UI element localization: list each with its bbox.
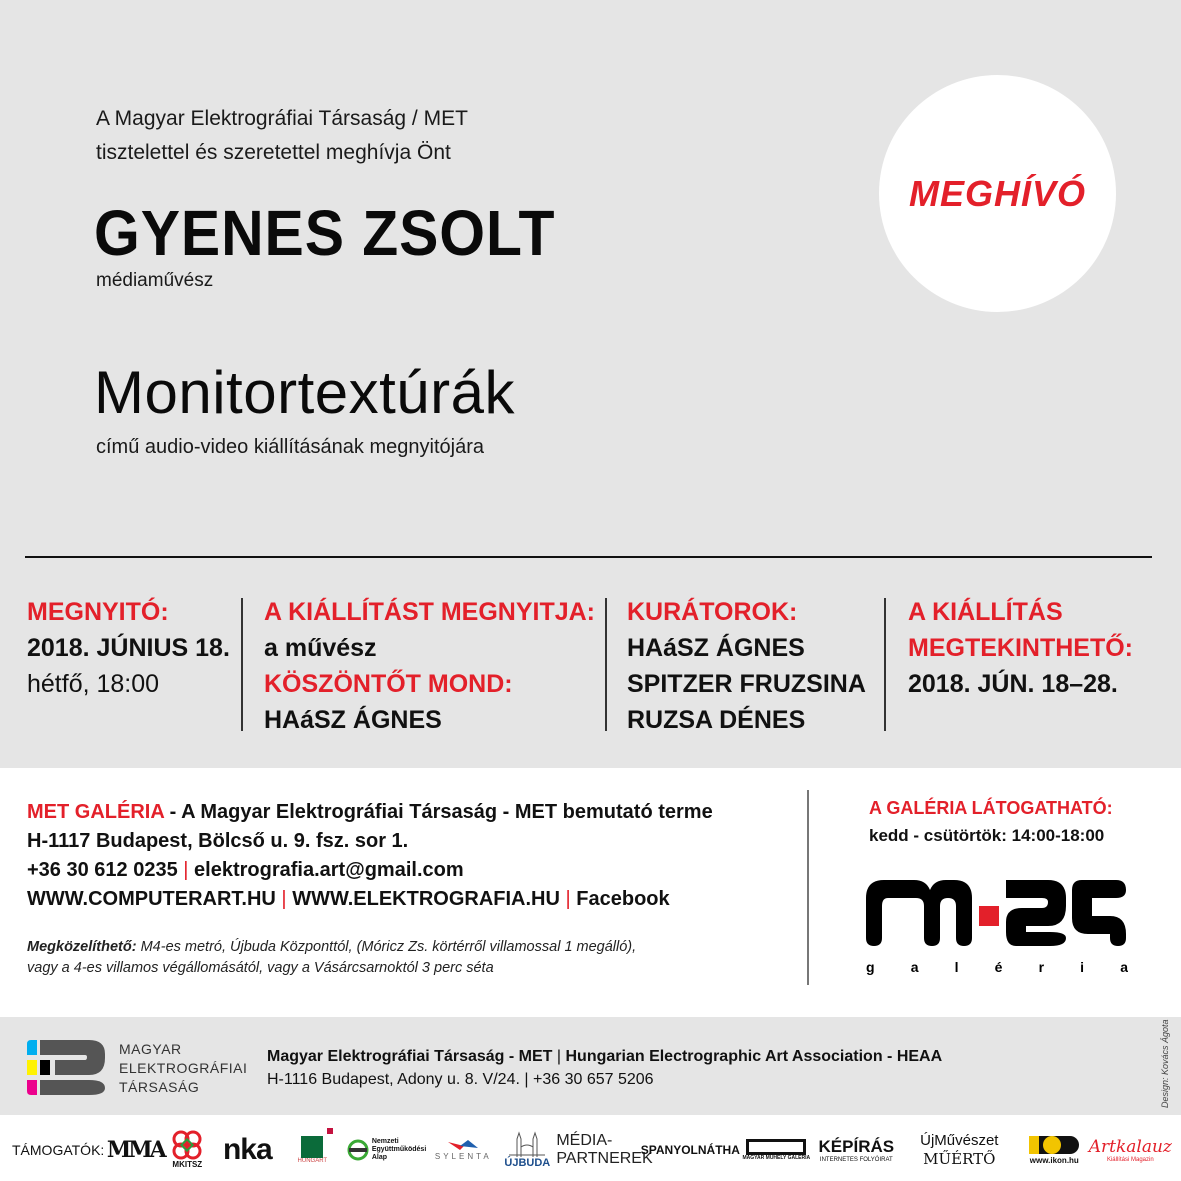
exhibition-subtitle: című audio-video kiállításának megnyitójára — [96, 436, 484, 458]
spanyolnatha-logo: SPANYOLNÁTHA — [640, 1142, 740, 1157]
mets-logo-text: MAGYAR ELEKTROGRÁFIAI TÁRSASÁG — [119, 1041, 248, 1095]
curators-label: KURÁTOROK: — [627, 598, 798, 626]
curator-name: HAáSZ ÁGNES — [627, 634, 805, 662]
viewing-dates: 2018. JÚN. 18–28. — [908, 670, 1118, 698]
supporters-label: TÁMOGATÓK: — [12, 1141, 105, 1158]
facebook-link[interactable]: Facebook — [576, 888, 670, 910]
elektrografia-link[interactable]: WWW.ELEKTROGRAFIA.HU — [292, 888, 560, 910]
org-name-hu: Magyar Elektrográfiai Társaság - MET — [267, 1048, 553, 1065]
gallery-address: H-1117 Budapest, Bölcső u. 9. fsz. sor 1. — [27, 830, 409, 852]
exhibition-title: Monitortextúrák — [94, 359, 515, 426]
gallery-name: MET GALÉRIA — [27, 801, 165, 823]
ujmuveszet-muerto-logo: ÚjMűvészet MŰÉRTŐ — [920, 1131, 999, 1168]
nea-icon — [347, 1139, 369, 1161]
hungart-logo: HUNGART — [280, 1124, 344, 1176]
svg-text:g a l é r i a: g a l é r i a — [866, 959, 1128, 975]
opening-date: 2018. JÚNIUS 18. — [27, 634, 230, 662]
access-line-1: M4-es metró, Újbuda Központtól, (Móricz Zs. körtérről villamossal 1 megálló), — [136, 939, 637, 955]
viewing-label-1: A KIÁLLÍTÁS — [908, 598, 1063, 626]
kepiras-logo: KÉPÍRÁS INTERNETES FOLYÓIRAT — [818, 1136, 895, 1163]
ikon-logo: www.ikon.hu — [1018, 1124, 1090, 1176]
access-label: Megközelíthető: — [27, 939, 137, 955]
hours-label: A GALÉRIA LÁTOGATHATÓ: — [869, 798, 1113, 818]
mhg-icon — [746, 1139, 806, 1155]
separator: | — [524, 1071, 529, 1088]
opened-by-column — [264, 594, 595, 738]
greeting-label: KÖSZÖNTŐT MOND: — [264, 670, 513, 698]
gallery-contact — [27, 856, 713, 885]
sylenta-icon — [446, 1138, 480, 1152]
opening-column — [27, 594, 230, 702]
access-line-2: vagy a 4-es villamos végállomásától, vagy a Vásárcsarnoktól 3 perc séta — [27, 960, 494, 976]
separator: | — [565, 888, 571, 910]
greeting-value: HAáSZ ÁGNES — [264, 706, 442, 734]
artkalauz-logo: Artkalauz Kiállítási Magazin — [1088, 1136, 1172, 1163]
separator: | — [281, 888, 287, 910]
hours-value: kedd - csütörtök: 14:00-18:00 — [869, 826, 1105, 845]
design-credit: Design: Kovács Ágota — [1160, 1019, 1170, 1108]
opening-label: MEGNYITÓ: — [27, 598, 169, 626]
badge-label: MEGHÍVÓ — [908, 172, 1086, 214]
met-galeria-logo — [866, 876, 1128, 976]
intro-text — [96, 102, 468, 170]
gallery-phone: +36 30 612 0235 — [27, 859, 178, 881]
opened-by-label: A KIÁLLÍTÁST MEGNYITJA: — [264, 598, 596, 626]
association-info — [267, 1045, 942, 1091]
gallery-description: - A Magyar Elektrográfiai Társaság - MET bemutató terme — [164, 801, 713, 823]
separator: | — [183, 859, 189, 881]
ikon-icon — [1029, 1134, 1079, 1156]
opened-by-value: a művész — [264, 634, 377, 662]
ujbuda-church-icon — [507, 1131, 547, 1157]
column-divider — [241, 598, 243, 731]
column-divider — [884, 598, 886, 731]
mkitsz-logo: MKITSZ — [160, 1124, 214, 1176]
viewing-label-2: MEGTEKINTHETŐ: — [908, 634, 1133, 662]
nea-logo: Nemzeti Együttműködési Alap — [344, 1124, 428, 1176]
mma-logo: MMA — [106, 1136, 164, 1163]
gallery-email-link[interactable]: elektrografia.art@gmail.com — [194, 859, 464, 881]
org-phone: +36 30 657 5206 — [532, 1071, 654, 1088]
intro-line-1: A Magyar Elektrográfiai Társaság / MET — [96, 107, 468, 130]
viewing-column — [908, 594, 1133, 702]
mets-logo-icon — [27, 1040, 105, 1095]
met-logo-icon — [866, 876, 1128, 976]
mkitsz-icon — [172, 1130, 202, 1160]
artist-role: médiaművész — [96, 270, 214, 291]
media-partners-label: MÉDIA- PARTNEREK — [556, 1131, 653, 1167]
artist-name: GYENES ZSOLT — [94, 197, 556, 269]
org-address: H-1116 Budapest, Adony u. 8. V/24. — [267, 1071, 520, 1088]
access-directions — [27, 937, 636, 979]
curator-name: RUZSA DÉNES — [627, 706, 806, 734]
intro-line-2: tisztelettel és szeretettel meghívja Önt — [96, 141, 451, 164]
separator: | — [556, 1048, 562, 1065]
hungart-icon — [301, 1136, 323, 1158]
column-divider — [605, 598, 607, 731]
org-name-en: Hungarian Electrographic Art Association - HEAA — [565, 1048, 943, 1065]
nka-logo: nka — [222, 1132, 272, 1166]
computerart-link[interactable]: WWW.COMPUTERART.HU — [27, 888, 276, 910]
sponsors-row — [0, 1118, 1181, 1181]
gallery-title-line — [27, 798, 713, 827]
curators-column — [627, 594, 866, 738]
invitation-badge — [879, 75, 1116, 312]
opening-time: hétfő, 18:00 — [27, 670, 160, 698]
ujbuda-logo: ÚJBUDA — [498, 1124, 556, 1176]
gallery-info — [27, 798, 713, 914]
magyar-muhely-galeria-logo: MAGYAR MŰHELY GALÉRIA — [740, 1124, 812, 1176]
sylenta-logo: SYLENTA — [428, 1124, 498, 1176]
mets-logo — [27, 1040, 105, 1095]
section-divider — [25, 556, 1152, 558]
curator-name: SPITZER FRUZSINA — [627, 670, 866, 698]
gallery-divider — [807, 790, 809, 985]
gallery-links — [27, 885, 713, 914]
